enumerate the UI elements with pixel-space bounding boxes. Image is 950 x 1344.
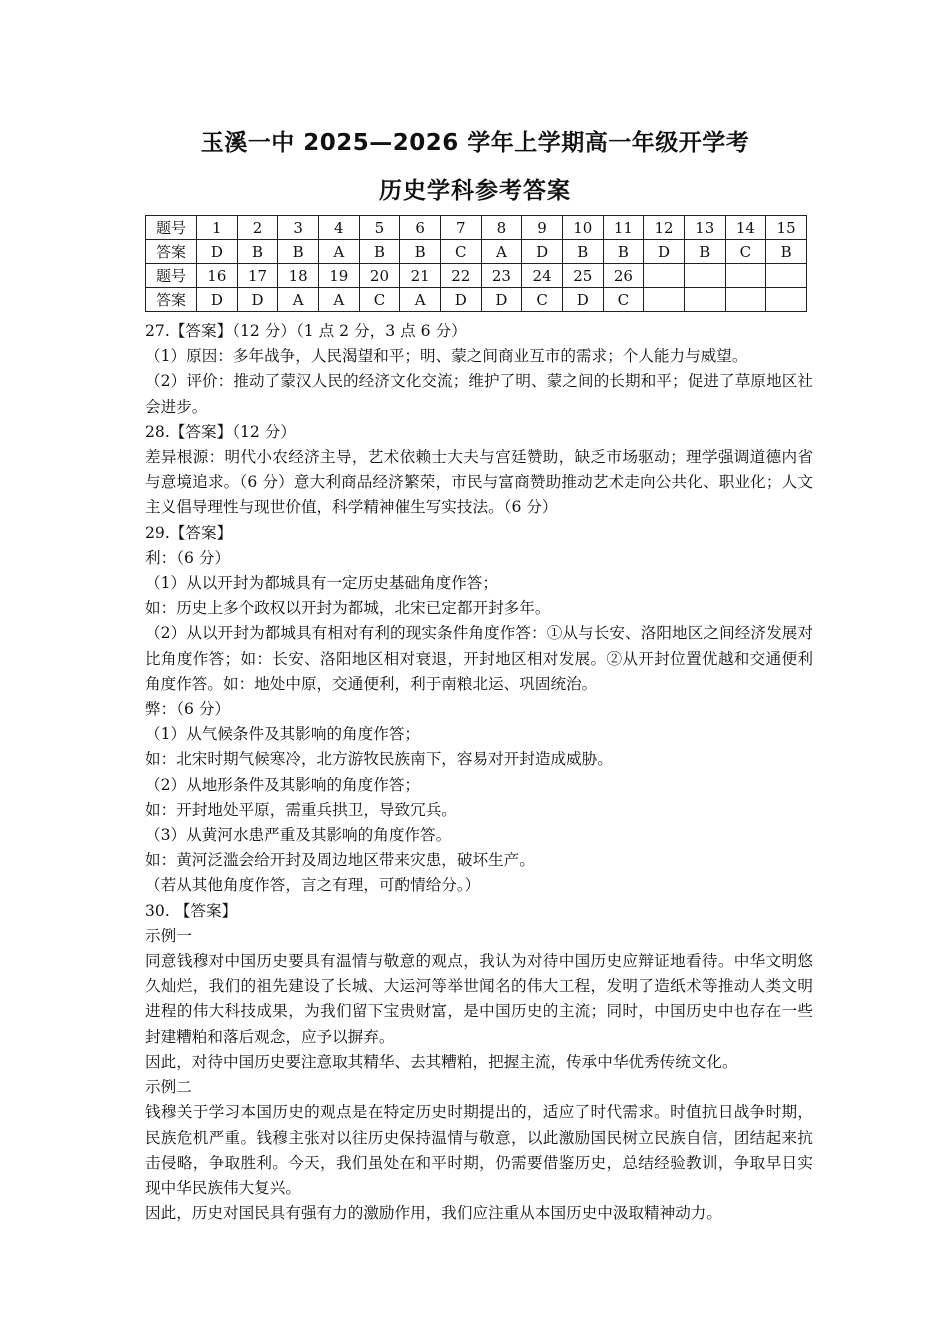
table-cell: 3	[278, 216, 319, 240]
table-cell: 22	[440, 264, 481, 288]
q29-note: （若从其他角度作答，言之有理，可酌情给分。）	[145, 876, 481, 895]
table-cell: 4	[318, 216, 359, 240]
q29-dis-example-2: 如：开封地处平原，需重兵拱卫，导致冗兵。	[145, 800, 457, 819]
table-cell: B	[359, 240, 400, 264]
table-cell: 11	[603, 216, 644, 240]
q30-example-2-conclusion: 因此，历史对国民具有强有力的激励作用，我们应注重从本国历史中汲取精神动力。	[145, 1204, 722, 1223]
question-29-header: 29.【答案】	[145, 523, 233, 542]
row-label: 答案	[146, 240, 197, 264]
document-subtitle: 历史学科参考答案	[379, 178, 571, 204]
row-label: 题号	[146, 264, 197, 288]
table-cell: D	[562, 288, 603, 312]
table-cell: D	[197, 240, 238, 264]
table-cell: 7	[440, 216, 481, 240]
table-cell: 20	[359, 264, 400, 288]
q30-example-1-conclusion: 因此，对待中国历史要注意取其精华、去其糟粕，把握主流，传承中华优秀传统文化。	[145, 1052, 738, 1071]
q27-part-1: （1）原因：多年战争，人民渴望和平；明、蒙之间商业互市的需求；个人能力与威望。	[145, 347, 748, 366]
table-cell: 14	[725, 216, 766, 240]
question-27-header: 27.【答案】（12 分）（1 点 2 分，3 点 6 分）	[145, 322, 467, 340]
table-cell: D	[440, 288, 481, 312]
table-cell	[766, 264, 807, 288]
table-cell: 10	[562, 216, 603, 240]
table-cell	[725, 264, 766, 288]
table-cell	[766, 288, 807, 312]
q30-example-2-body: 钱穆关于学习本国历史的观点是在特定历史时期提出的，适应了时代需求。时值抗日战争时期，民族危机严重。钱穆主张对以往历史保持温情与敬意，以此激励国民树立民族自信，团结起来抗击侵略，争取胜利。今天，我们虽处在和平时期，仍需要借鉴历史，总结经验教训，争取早日实现中华民族伟大复兴。	[145, 1103, 813, 1197]
document-title: 玉溪一中 2025—2026 学年上学期高一年级开学考	[200, 130, 750, 156]
table-cell: 9	[522, 216, 563, 240]
q30-example-1-heading: 示例一	[145, 926, 192, 945]
table-cell	[644, 264, 685, 288]
table-cell: B	[766, 240, 807, 264]
table-cell: 23	[481, 264, 522, 288]
table-row	[146, 264, 807, 288]
table-cell	[684, 288, 725, 312]
table-cell: 17	[237, 264, 278, 288]
table-cell: A	[481, 240, 522, 264]
table-cell: C	[725, 240, 766, 264]
table-cell: 2	[237, 216, 278, 240]
q29-dis-point-1: （1）从气候条件及其影响的角度作答；	[145, 725, 421, 744]
answer-body	[145, 319, 813, 1226]
row-label: 题号	[146, 216, 197, 240]
table-cell: D	[197, 288, 238, 312]
q29-dis-point-2: （2）从地形条件及其影响的角度作答；	[145, 775, 421, 794]
answer-table	[145, 215, 807, 312]
q30-example-1-body: 同意钱穆对中国历史要具有温情与敬意的观点，我认为对待中国历史应辩证地看待。中华文明悠久灿烂，我们的祖先建设了长城、大运河等举世闻名的伟大工程，发明了造纸术等推动人类文明进程的伟大科技成果，为我们留下宝贵财富，是中国历史的主流；同时，中国历史中也存在一些封建糟粕和落后观念，应予以摒弃。	[145, 952, 813, 1046]
table-cell: 12	[644, 216, 685, 240]
table-cell: 18	[278, 264, 319, 288]
table-cell: A	[318, 240, 359, 264]
table-cell: C	[440, 240, 481, 264]
row-label: 答案	[146, 288, 197, 312]
table-cell: A	[318, 288, 359, 312]
table-cell: 24	[522, 264, 563, 288]
table-cell: D	[237, 288, 278, 312]
question-28-header: 28.【答案】（12 分）	[145, 422, 296, 441]
table-cell: C	[603, 288, 644, 312]
table-cell: 15	[766, 216, 807, 240]
q29-advantages-heading: 利：（6 分）	[145, 548, 231, 567]
table-cell: 5	[359, 216, 400, 240]
table-cell: 13	[684, 216, 725, 240]
table-cell: C	[359, 288, 400, 312]
table-cell: D	[481, 288, 522, 312]
q29-adv-example-1: 如：历史上多个政权以开封为都城，北宋已定都开封多年。	[145, 599, 551, 618]
table-cell	[684, 264, 725, 288]
table-cell: 19	[318, 264, 359, 288]
q29-dis-example-1: 如：北宋时期气候寒冷，北方游牧民族南下，容易对开封造成威胁。	[145, 750, 613, 769]
table-cell: 8	[481, 216, 522, 240]
q29-dis-example-3: 如：黄河泛滥会给开封及周边地区带来灾患，破坏生产。	[145, 851, 535, 870]
q29-dis-point-3: （3）从黄河水患严重及其影响的角度作答。	[145, 826, 452, 845]
question-30-header: 30. 【答案】	[145, 901, 238, 920]
q29-adv-point-2: （2）从以开封为都城具有相对有利的现实条件角度作答：①从与长安、洛阳地区之间经济发展对比角度作答；如：长安、洛阳地区相对衰退，开封地区相对发展。②从开封位置优越和交通便利角度作答。如：地处中原，交通便利，利于南粮北运、巩固统治。	[145, 624, 813, 693]
table-row	[146, 240, 807, 264]
q28-answer: 差异根源：明代小农经济主导，艺术依赖士大夫与宫廷赞助，缺乏市场驱动；理学强调道德内省与意境追求。（6 分）意大利商品经济繁荣，市民与富商赞助推动艺术走向公共化、职业化；人文主义倡导理性与现世价值，科学精神催生写实技法。（6 分）	[145, 448, 813, 517]
table-cell: B	[278, 240, 319, 264]
table-cell	[644, 288, 685, 312]
table-cell: B	[400, 240, 441, 264]
table-row	[146, 216, 807, 240]
table-cell: A	[278, 288, 319, 312]
table-cell: 21	[400, 264, 441, 288]
table-cell: D	[644, 240, 685, 264]
table-cell: 16	[197, 264, 238, 288]
table-cell: 6	[400, 216, 441, 240]
table-cell: B	[684, 240, 725, 264]
q30-example-2-heading: 示例二	[145, 1078, 192, 1097]
table-cell: D	[522, 240, 563, 264]
table-cell: B	[237, 240, 278, 264]
table-cell	[725, 288, 766, 312]
table-row	[146, 288, 807, 312]
table-cell: B	[562, 240, 603, 264]
table-cell: B	[603, 240, 644, 264]
q29-adv-point-1: （1）从以开封为都城具有一定历史基础角度作答；	[145, 574, 498, 593]
q27-part-2: （2）评价：推动了蒙汉人民的经济文化交流；维护了明、蒙之间的长期和平；促进了草原地区社会进步。	[145, 372, 813, 416]
table-cell: C	[522, 288, 563, 312]
table-cell: 1	[197, 216, 238, 240]
table-cell: A	[400, 288, 441, 312]
table-cell: 26	[603, 264, 644, 288]
q29-disadvantages-heading: 弊：（6 分）	[145, 700, 231, 719]
table-cell: 25	[562, 264, 603, 288]
